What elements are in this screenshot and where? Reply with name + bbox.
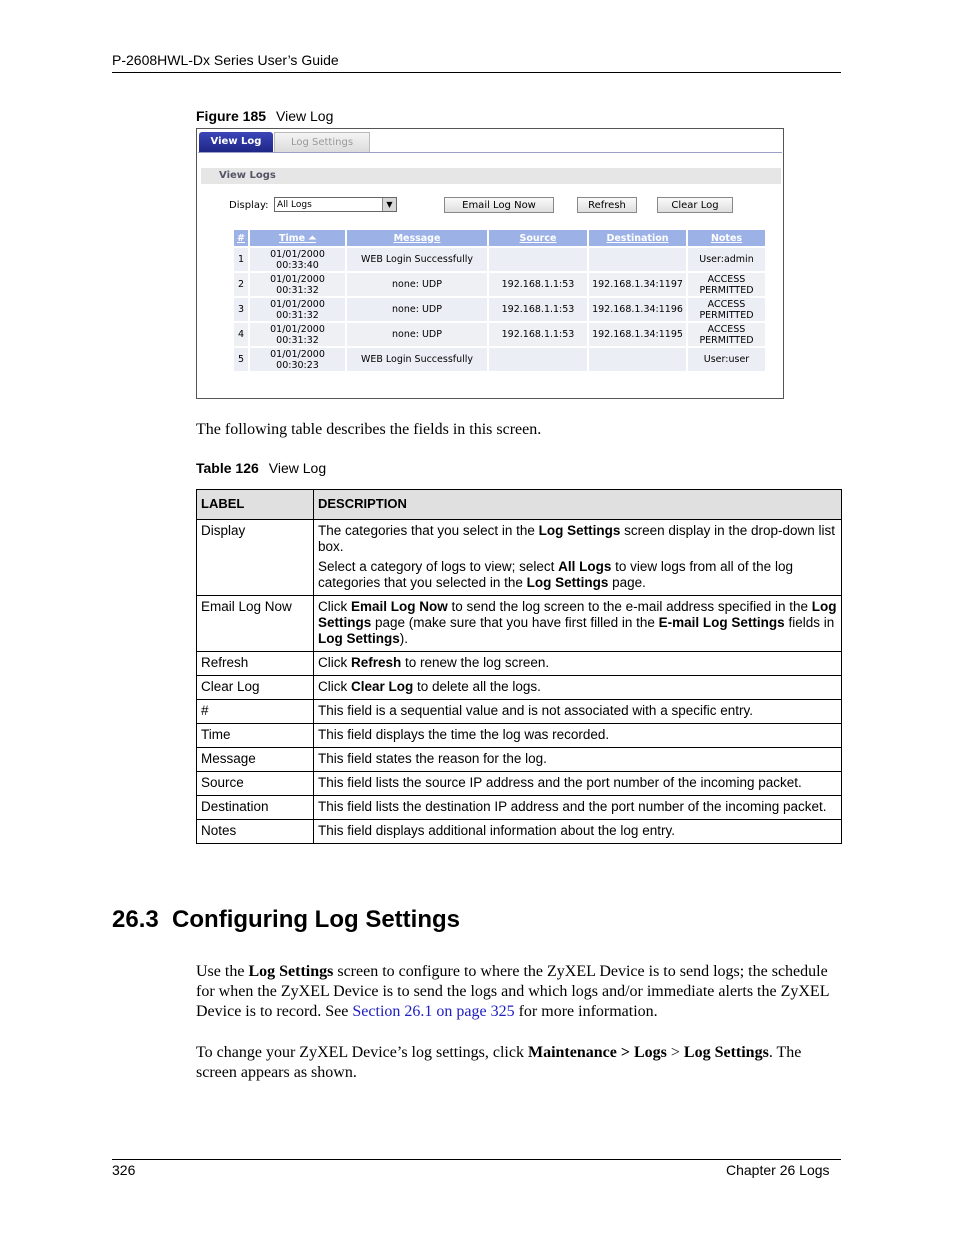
header-label: LABEL <box>197 490 314 520</box>
tab-bar <box>198 130 782 153</box>
col-time-label: Time <box>278 232 306 244</box>
bold-text: Log Settings <box>526 575 609 590</box>
footer-rule <box>112 1159 841 1160</box>
cell-message: WEB Login Successfully <box>347 248 487 271</box>
display-label: Display: <box>229 200 269 211</box>
section-heading: 26.3 Configuring Log Settings <box>112 906 460 933</box>
cell-source <box>489 348 587 371</box>
cell-source <box>489 248 587 271</box>
cell-destination: 192.168.1.34:1195 <box>589 323 686 346</box>
body-paragraph <box>196 1043 842 1083</box>
cell-message: none: UDP <box>347 323 487 346</box>
email-log-now-button[interactable]: Email Log Now <box>444 197 554 213</box>
cell-destination <box>589 248 686 271</box>
text: Click <box>318 599 351 614</box>
cell-source: 192.168.1.1:53 <box>489 323 587 346</box>
row-label: Source <box>197 772 314 796</box>
chevron-down-icon: ▼ <box>382 198 396 211</box>
cell-number: 5 <box>234 348 248 371</box>
cell-clock: 00:31:32 <box>276 334 319 346</box>
cell-notes-line2: PERMITTED <box>699 334 754 346</box>
bold-text: Log Settings <box>538 523 621 538</box>
cell-clock: 00:33:40 <box>276 259 319 271</box>
cell-time <box>250 248 345 271</box>
cell-clock: 00:31:32 <box>276 309 319 321</box>
page-number: 326 <box>112 1162 136 1178</box>
bold-text: Log Settings <box>318 599 837 630</box>
cell-notes <box>688 323 765 346</box>
table-row <box>197 700 842 724</box>
bold-text: Log Settings <box>248 963 334 980</box>
cell-date: 01/01/2000 <box>270 248 325 260</box>
table-row <box>234 273 765 296</box>
table-label: Table 126 <box>196 460 259 476</box>
bold-text: Maintenance > Logs <box>527 1044 667 1061</box>
header-rule <box>112 72 841 73</box>
display-select-value: All Logs <box>277 200 312 210</box>
description-paragraph <box>318 523 837 555</box>
row-label: # <box>197 700 314 724</box>
text: to renew the log screen. <box>401 655 550 670</box>
table-row <box>197 796 842 820</box>
cell-notes-line2: PERMITTED <box>699 309 754 321</box>
cell-message: none: UDP <box>347 273 487 296</box>
bold-text: Log Settings <box>318 631 400 646</box>
cell-number: 2 <box>234 273 248 296</box>
table-row <box>197 520 842 596</box>
figure-title: View Log <box>276 108 334 124</box>
cell-notes <box>688 348 765 371</box>
cell-source: 192.168.1.1:53 <box>489 273 587 296</box>
refresh-button[interactable]: Refresh <box>577 197 637 213</box>
row-label: Email Log Now <box>197 596 314 652</box>
text: Select a category of logs to view; select <box>318 559 559 574</box>
row-description: This field is a sequential value and is not associated with a specific entry. <box>314 700 842 724</box>
body-paragraph <box>196 962 842 1022</box>
cell-clock: 00:30:23 <box>276 359 319 371</box>
text: To change your ZyXEL Device’s log settings, click <box>196 1044 528 1061</box>
row-description <box>314 676 842 700</box>
table-title: View Log <box>268 460 327 476</box>
cell-notes <box>688 298 765 321</box>
table-row <box>234 323 765 346</box>
section-title: View Logs <box>219 170 276 181</box>
row-label: Message <box>197 748 314 772</box>
table-row <box>197 748 842 772</box>
row-description <box>314 596 842 652</box>
log-table <box>232 228 767 373</box>
text: to send the log screen to the e-mail address specified in the <box>447 599 812 614</box>
table-row <box>197 772 842 796</box>
col-number[interactable]: # <box>234 230 248 246</box>
cell-source: 192.168.1.1:53 <box>489 298 587 321</box>
text: fields in <box>784 615 835 630</box>
description-table <box>196 489 842 844</box>
section-bar <box>201 168 781 184</box>
cell-notes-line1: ACCESS <box>707 323 746 335</box>
col-time[interactable] <box>250 230 345 246</box>
section-link[interactable]: Section 26.1 on page 325 <box>352 1003 515 1020</box>
text: to view logs from all of the log categories that you selected in the <box>318 559 793 590</box>
text: screen display in the drop-down list box. <box>318 523 835 554</box>
text: Click <box>318 679 351 694</box>
bold-text: Email Log Now <box>351 599 448 614</box>
table-header-row <box>197 490 842 520</box>
figure-label: Figure 185 <box>196 108 267 124</box>
table-caption <box>196 460 326 476</box>
cell-notes <box>688 248 765 271</box>
cell-notes-line1: ACCESS <box>707 298 746 310</box>
row-label: Refresh <box>197 652 314 676</box>
row-description: This field lists the destination IP address and the port number of the incoming packet. <box>314 796 842 820</box>
row-label: Destination <box>197 796 314 820</box>
text: Use the <box>196 963 249 980</box>
figure-caption <box>196 108 333 124</box>
intro-paragraph: The following table describes the fields in this screen. <box>196 421 542 438</box>
col-destination[interactable]: Destination <box>589 230 686 246</box>
row-label: Time <box>197 724 314 748</box>
cell-date: 01/01/2000 <box>270 348 325 360</box>
cell-date: 01/01/2000 <box>270 273 325 285</box>
col-source[interactable]: Source <box>489 230 587 246</box>
bold-text: E-mail Log Settings <box>658 615 785 630</box>
text: page. <box>608 575 646 590</box>
bold-text: All Logs <box>558 559 612 574</box>
row-label: Notes <box>197 820 314 844</box>
text: The categories that you select in the <box>318 523 539 538</box>
cell-number: 3 <box>234 298 248 321</box>
cell-destination: 192.168.1.34:1196 <box>589 298 686 321</box>
cell-clock: 00:31:32 <box>276 284 319 296</box>
cell-message: WEB Login Successfully <box>347 348 487 371</box>
table-row <box>197 724 842 748</box>
table-row <box>234 348 765 371</box>
cell-destination: 192.168.1.34:1197 <box>589 273 686 296</box>
table-row <box>197 820 842 844</box>
row-description <box>314 652 842 676</box>
tab-log-settings[interactable]: Log Settings <box>274 132 370 152</box>
description-paragraph <box>318 559 837 591</box>
text: . The screen appears as shown. <box>196 1044 802 1081</box>
bold-text: Clear Log <box>351 679 414 694</box>
text: for more information. <box>514 1003 658 1020</box>
bold-text: Refresh <box>351 655 402 670</box>
row-description: This field states the reason for the log. <box>314 748 842 772</box>
bold-text: Log Settings <box>683 1044 769 1061</box>
cell-time <box>250 273 345 296</box>
table-row <box>197 652 842 676</box>
row-description: This field displays additional information about the log entry. <box>314 820 842 844</box>
cell-time <box>250 323 345 346</box>
table-row <box>234 248 765 271</box>
text: > <box>666 1044 684 1061</box>
cell-notes-line1: ACCESS <box>707 273 746 285</box>
cell-number: 4 <box>234 323 248 346</box>
col-notes[interactable]: Notes <box>688 230 765 246</box>
chapter-label: Chapter 26 Logs <box>726 1162 830 1178</box>
row-description <box>314 520 842 596</box>
cell-notes-line1: User:user <box>703 354 750 365</box>
cell-date: 01/01/2000 <box>270 323 325 335</box>
text: ). <box>399 631 408 646</box>
row-label: Clear Log <box>197 676 314 700</box>
cell-notes-line1: User:admin <box>699 254 754 265</box>
cell-destination <box>589 348 686 371</box>
row-description: This field displays the time the log was recorded. <box>314 724 842 748</box>
table-row <box>197 676 842 700</box>
table-row <box>197 596 842 652</box>
col-message[interactable]: Message <box>347 230 487 246</box>
cell-time <box>250 348 345 371</box>
table-row <box>234 298 765 321</box>
row-label: Display <box>197 520 314 596</box>
cell-notes-line2: PERMITTED <box>699 284 754 296</box>
text: screen to configure to where the ZyXEL Device is to send logs; the schedule for when the ZyXEL Device is to send the logs and which logs and/or immediate alerts the ZyXEL Device is to record. See <box>196 963 829 1020</box>
row-description: This field lists the source IP address and the port number of the incoming packet. <box>314 772 842 796</box>
sort-up-icon: ⏶ <box>305 232 316 244</box>
cell-number: 1 <box>234 248 248 271</box>
display-select[interactable] <box>274 197 397 212</box>
text: page (make sure that you have first filled in the <box>371 615 659 630</box>
header-description: DESCRIPTION <box>314 490 842 520</box>
cell-time <box>250 298 345 321</box>
tab-view-log[interactable]: View Log <box>199 132 273 152</box>
cell-date: 01/01/2000 <box>270 298 325 310</box>
text: to delete all the logs. <box>413 679 541 694</box>
clear-log-button[interactable]: Clear Log <box>657 197 733 213</box>
cell-notes <box>688 273 765 296</box>
running-header: P-2608HWL-Dx Series User’s Guide <box>112 52 339 68</box>
cell-message: none: UDP <box>347 298 487 321</box>
view-log-screenshot <box>196 128 784 399</box>
text: Click <box>318 655 351 670</box>
